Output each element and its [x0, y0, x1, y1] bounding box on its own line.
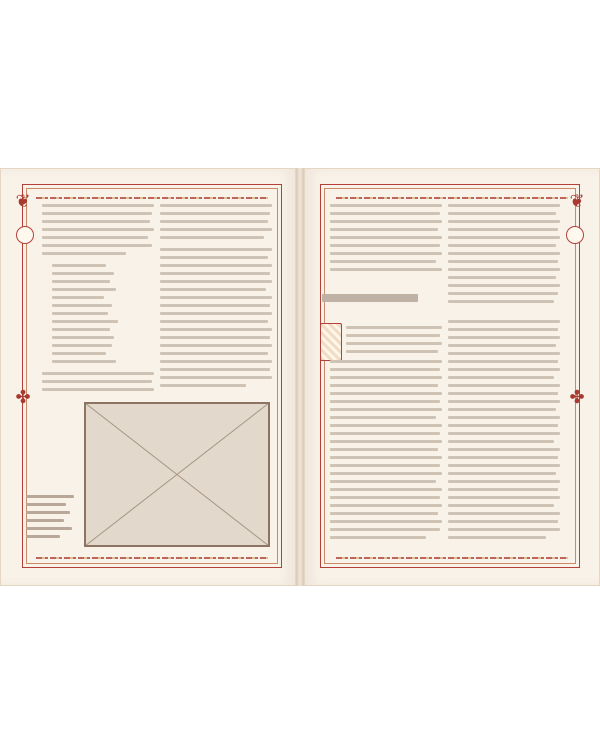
section-heading — [322, 288, 418, 306]
left-top-ornament — [36, 192, 268, 204]
illustration-caption — [26, 495, 76, 545]
left-corner-flourish-icon: ❦ — [15, 190, 31, 212]
left-page-number — [16, 226, 34, 244]
right-bottom-ornament — [336, 552, 568, 564]
drop-cap — [320, 322, 342, 362]
right-page-number — [566, 226, 584, 244]
left-bottom-ornament — [36, 552, 268, 564]
right-corner-flourish-icon: ❦ — [569, 190, 585, 212]
right-top-ornament — [336, 192, 568, 204]
left-side-flourish-icon: ✤ — [15, 386, 31, 408]
book-gutter — [296, 168, 304, 586]
right-side-flourish-icon: ✤ — [569, 386, 585, 408]
left-page-illustration — [84, 402, 270, 547]
